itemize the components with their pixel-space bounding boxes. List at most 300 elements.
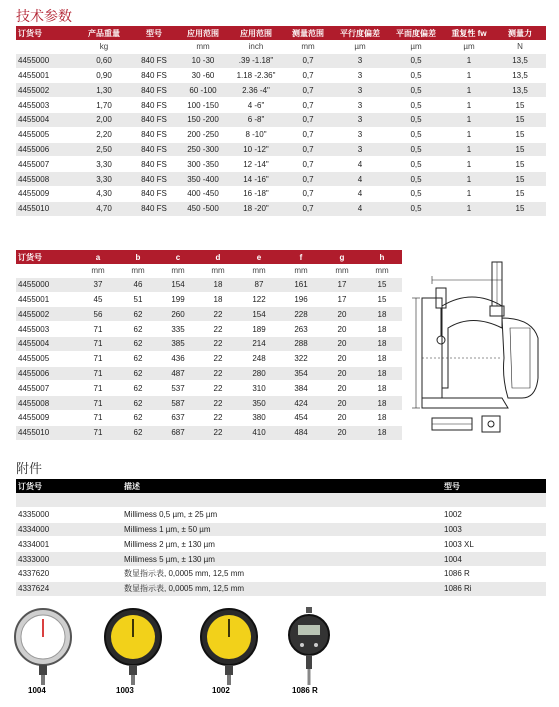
table-cell: 18 (198, 292, 238, 307)
table-row (16, 278, 402, 292)
table-cell: 3 (332, 112, 388, 127)
table-cell: 18 (362, 336, 402, 351)
table-cell: 1004 (442, 552, 546, 567)
dial-gauge-1002-image (194, 607, 264, 685)
table-cell: 288 (280, 336, 322, 351)
table-cell: 13,5 (494, 68, 546, 83)
table-cell: 4333000 (16, 552, 122, 567)
table-cell: 4455002 (16, 83, 78, 98)
table-cell: 18 (362, 322, 402, 337)
table-cell: 0,5 (388, 127, 444, 142)
unit-cell: mm (178, 40, 228, 54)
table-row (16, 381, 402, 396)
table-cell: 22 (198, 366, 238, 381)
table-cell: 0,5 (388, 157, 444, 172)
table-cell: 3,30 (78, 157, 130, 172)
table-cell: 537 (158, 381, 198, 396)
specs-header-row (16, 26, 546, 40)
table-cell: 18 (362, 307, 402, 322)
gauge-label: 1003 (116, 686, 134, 695)
table-row (16, 307, 402, 322)
table-cell: 15 (494, 201, 546, 216)
unit-cell: mm (280, 264, 322, 278)
table-cell: 384 (280, 381, 322, 396)
unit-cell: mm (198, 264, 238, 278)
table-cell: 3 (332, 68, 388, 83)
table-cell: 3 (332, 98, 388, 113)
table-cell: 22 (198, 351, 238, 366)
table-cell: 4455003 (16, 98, 78, 113)
table-cell: 15 (494, 112, 546, 127)
table-cell: 22 (198, 336, 238, 351)
table-cell: 228 (280, 307, 322, 322)
table-cell: 22 (198, 410, 238, 425)
table-row (16, 186, 546, 201)
table-cell: 0,7 (284, 112, 332, 127)
table-cell: 4455008 (16, 172, 78, 187)
table-cell: 18 (198, 278, 238, 292)
specs-units-row (16, 40, 546, 54)
table-cell: 20 (322, 425, 362, 440)
table-cell: 62 (118, 396, 158, 411)
table-row (16, 112, 546, 127)
table-cell: 4 (332, 172, 388, 187)
table-cell: 4,70 (78, 201, 130, 216)
unit-cell (16, 264, 78, 278)
table-row (16, 127, 546, 142)
table-cell: 454 (280, 410, 322, 425)
specs-table (16, 26, 546, 217)
table-cell: 1 (444, 201, 494, 216)
specs-header-cell: 应用范围 (228, 26, 284, 40)
table-cell: 12 -14" (228, 157, 284, 172)
table-cell: 20 (322, 366, 362, 381)
table-cell: 2.36 -4" (228, 83, 284, 98)
table-cell: 150 -200 (178, 112, 228, 127)
table-cell: 4455010 (16, 425, 78, 440)
table-cell: 62 (118, 307, 158, 322)
table-cell: 0,5 (388, 68, 444, 83)
table-cell: 0,7 (284, 127, 332, 142)
table-cell: 1.18 -2.36" (228, 68, 284, 83)
table-cell: 840 FS (130, 112, 178, 127)
table-cell: 4455000 (16, 278, 78, 292)
table-cell: 2,00 (78, 112, 130, 127)
unit-cell: mm (158, 264, 198, 278)
table-cell: 0,5 (388, 83, 444, 98)
table-cell: 450 -500 (178, 201, 228, 216)
table-cell: 15 (362, 292, 402, 307)
table-cell: 1 (444, 83, 494, 98)
table-cell: 4455004 (16, 336, 78, 351)
table-cell: 1 (444, 157, 494, 172)
table-cell: 22 (198, 396, 238, 411)
table-cell: 4 -6" (228, 98, 284, 113)
table-cell: 14 -16" (228, 172, 284, 187)
table-cell: 484 (280, 425, 322, 440)
table-cell: 687 (158, 425, 198, 440)
table-cell: 4455009 (16, 410, 78, 425)
table-cell: 280 (238, 366, 280, 381)
table-cell: 62 (118, 366, 158, 381)
table-cell: 840 FS (130, 54, 178, 68)
table-cell: 310 (238, 381, 280, 396)
table-cell: 4455005 (16, 127, 78, 142)
table-cell: 1 (444, 68, 494, 83)
table-cell: 1002 (442, 507, 546, 522)
table-cell: 4334000 (16, 522, 122, 537)
table-cell: 840 FS (130, 157, 178, 172)
table-cell: 322 (280, 351, 322, 366)
table-cell: 4335000 (16, 507, 122, 522)
table-row (16, 410, 402, 425)
table-cell: 1086 R (442, 566, 546, 581)
table-cell: 0,7 (284, 157, 332, 172)
table-cell: 250 -300 (178, 142, 228, 157)
table-row (16, 157, 546, 172)
table-cell: 4455006 (16, 366, 78, 381)
table-cell: 4455001 (16, 292, 78, 307)
table-row (16, 98, 546, 113)
table-cell: 260 (158, 307, 198, 322)
table-cell: 0,7 (284, 142, 332, 157)
table-cell: 4455007 (16, 381, 78, 396)
unit-cell: µm (388, 40, 444, 54)
table-cell: 189 (238, 322, 280, 337)
specs-header-cell: 型号 (130, 26, 178, 40)
table-cell: 385 (158, 336, 198, 351)
unit-cell: mm (284, 40, 332, 54)
table-cell: 10 -30 (178, 54, 228, 68)
table-cell: 22 (198, 307, 238, 322)
specs-header-cell: 测量力 (494, 26, 546, 40)
table-cell: 8 -10" (228, 127, 284, 142)
table-cell: 1086 Ri (442, 581, 546, 596)
table-cell: 71 (78, 425, 118, 440)
table-cell: 0,5 (388, 142, 444, 157)
unit-cell: mm (238, 264, 280, 278)
accessories-header-row (16, 479, 546, 493)
table-cell: 15 (494, 142, 546, 157)
table-row (16, 201, 546, 216)
table-cell: 1 (444, 112, 494, 127)
table-row (16, 351, 402, 366)
table-cell: 1003 XL (442, 537, 546, 552)
table-cell (122, 493, 442, 507)
table-cell: 1 (444, 127, 494, 142)
table-cell: 4 (332, 186, 388, 201)
table-cell: 87 (238, 278, 280, 292)
dims-header-cell: e (238, 250, 280, 264)
table-cell: 1 (444, 142, 494, 157)
table-cell: 16 -18" (228, 186, 284, 201)
accessories-header-cell: 描述 (122, 479, 442, 493)
table-cell: 数显指示表, 0,0005 mm, 12,5 mm (122, 581, 442, 596)
table-cell: 71 (78, 336, 118, 351)
table-cell (16, 493, 122, 507)
table-cell: 637 (158, 410, 198, 425)
table-cell (442, 493, 546, 507)
table-cell: 0,5 (388, 201, 444, 216)
unit-cell: N (494, 40, 546, 54)
table-cell: 62 (118, 351, 158, 366)
unit-cell (16, 40, 78, 54)
table-cell: 300 -350 (178, 157, 228, 172)
table-cell: 0,5 (388, 54, 444, 68)
table-cell: 840 FS (130, 186, 178, 201)
table-cell: 18 (362, 366, 402, 381)
table-cell: 154 (238, 307, 280, 322)
table-cell: 840 FS (130, 201, 178, 216)
table-row (16, 322, 402, 337)
section-title-accessories: 附件 (16, 461, 43, 476)
section-title-specs: 技术参数 (16, 8, 72, 24)
table-row (16, 566, 546, 581)
table-cell: 4334001 (16, 537, 122, 552)
unit-cell: mm (78, 264, 118, 278)
gauge-label: 1086 R (292, 686, 318, 695)
table-cell: 1003 (442, 522, 546, 537)
table-cell: 4455000 (16, 54, 78, 68)
table-cell: 4455003 (16, 322, 78, 337)
table-row (16, 68, 546, 83)
dims-header-cell: d (198, 250, 238, 264)
table-cell: 20 (322, 381, 362, 396)
table-row (16, 537, 546, 552)
table-cell: 15 (494, 98, 546, 113)
table-row (16, 493, 546, 507)
table-cell: 13,5 (494, 83, 546, 98)
table-cell: 350 -400 (178, 172, 228, 187)
table-row (16, 336, 402, 351)
table-cell: 380 (238, 410, 280, 425)
table-cell: 0,7 (284, 83, 332, 98)
table-cell: 71 (78, 322, 118, 337)
table-cell: 20 (322, 396, 362, 411)
snap-gauge-technical-drawing (412, 258, 550, 438)
table-cell: 487 (158, 366, 198, 381)
table-cell: Millimess 5 µm, ± 130 µm (122, 552, 442, 567)
table-cell: 4 (332, 157, 388, 172)
unit-cell: µm (332, 40, 388, 54)
table-cell: 4455010 (16, 201, 78, 216)
table-cell: .39 -1.18" (228, 54, 284, 68)
table-row (16, 292, 402, 307)
table-cell: 0,5 (388, 112, 444, 127)
unit-cell: inch (228, 40, 284, 54)
accessories-table (16, 479, 546, 597)
table-cell: 62 (118, 322, 158, 337)
dims-header-cell: g (322, 250, 362, 264)
specs-header-cell: 产品重量 (78, 26, 130, 40)
table-cell: 4455005 (16, 351, 78, 366)
table-row (16, 54, 546, 68)
table-cell: 2,20 (78, 127, 130, 142)
table-cell: 3 (332, 83, 388, 98)
table-cell: 20 (322, 307, 362, 322)
dims-units-row (16, 264, 402, 278)
table-cell: 0,60 (78, 54, 130, 68)
table-cell: 3 (332, 127, 388, 142)
table-cell: 37 (78, 278, 118, 292)
table-cell: 214 (238, 336, 280, 351)
table-cell: 15 (494, 157, 546, 172)
table-cell: 1 (444, 172, 494, 187)
table-row (16, 83, 546, 98)
table-cell: 4455004 (16, 112, 78, 127)
table-cell: 18 (362, 381, 402, 396)
table-cell: 4337620 (16, 566, 122, 581)
table-cell: 4455001 (16, 68, 78, 83)
table-cell: 0,5 (388, 98, 444, 113)
table-cell: 4455007 (16, 157, 78, 172)
table-cell: 18 (362, 351, 402, 366)
table-row (16, 396, 402, 411)
unit-cell: mm (362, 264, 402, 278)
table-cell: 3,30 (78, 172, 130, 187)
accessories-header-cell: 订货号 (16, 479, 122, 493)
specs-header-cell: 应用范围 (178, 26, 228, 40)
table-cell: 10 -12" (228, 142, 284, 157)
table-row (16, 507, 546, 522)
table-cell: 20 (322, 410, 362, 425)
table-cell: 2,50 (78, 142, 130, 157)
table-cell: 15 (494, 172, 546, 187)
dims-header-cell: 订货号 (16, 250, 78, 264)
gauge-label: 1002 (212, 686, 230, 695)
table-cell: 0,7 (284, 201, 332, 216)
table-cell: 1 (444, 186, 494, 201)
table-cell: 15 (494, 127, 546, 142)
table-cell: 0,5 (388, 172, 444, 187)
table-cell: 4455008 (16, 396, 78, 411)
table-cell: 20 (322, 336, 362, 351)
dims-header-cell: h (362, 250, 402, 264)
table-cell: 22 (198, 425, 238, 440)
table-cell: 20 (322, 322, 362, 337)
table-cell: 4337624 (16, 581, 122, 596)
table-cell: 436 (158, 351, 198, 366)
table-cell: 71 (78, 396, 118, 411)
table-cell: 1 (444, 54, 494, 68)
table-cell: 0,7 (284, 54, 332, 68)
table-cell: 15 (494, 186, 546, 201)
table-cell: 71 (78, 410, 118, 425)
table-cell: 13,5 (494, 54, 546, 68)
dims-header-cell: c (158, 250, 198, 264)
table-cell: 3 (332, 54, 388, 68)
table-cell: 3 (332, 142, 388, 157)
table-cell: 18 (362, 425, 402, 440)
table-cell: 数显指示表, 0,0005 mm, 12,5 mm (122, 566, 442, 581)
table-row (16, 142, 546, 157)
unit-cell: mm (322, 264, 362, 278)
table-cell: 1,70 (78, 98, 130, 113)
table-row (16, 522, 546, 537)
dims-header-cell: a (78, 250, 118, 264)
table-cell: 62 (118, 425, 158, 440)
table-cell: 840 FS (130, 142, 178, 157)
table-row (16, 581, 546, 596)
table-cell: 154 (158, 278, 198, 292)
table-cell: 199 (158, 292, 198, 307)
table-cell: 56 (78, 307, 118, 322)
digital-indicator-1086r-image (286, 607, 332, 685)
table-cell: 4455002 (16, 307, 78, 322)
table-cell: 840 FS (130, 127, 178, 142)
table-cell: 46 (118, 278, 158, 292)
dims-header-cell: f (280, 250, 322, 264)
table-cell: 0,7 (284, 172, 332, 187)
table-cell: 71 (78, 351, 118, 366)
unit-cell: kg (78, 40, 130, 54)
table-cell: 62 (118, 381, 158, 396)
dims-header-cell: b (118, 250, 158, 264)
table-cell: 335 (158, 322, 198, 337)
table-cell: 18 (362, 396, 402, 411)
table-cell: 840 FS (130, 68, 178, 83)
table-cell: 30 -60 (178, 68, 228, 83)
specs-header-cell: 订货号 (16, 26, 78, 40)
table-cell: 0,90 (78, 68, 130, 83)
table-cell: 51 (118, 292, 158, 307)
table-cell: 6 -8" (228, 112, 284, 127)
table-cell: Millimess 1 µm, ± 50 µm (122, 522, 442, 537)
table-cell: 400 -450 (178, 186, 228, 201)
table-cell: 354 (280, 366, 322, 381)
table-cell: 62 (118, 410, 158, 425)
table-cell: 196 (280, 292, 322, 307)
table-cell: 122 (238, 292, 280, 307)
table-cell: 840 FS (130, 172, 178, 187)
table-cell: 22 (198, 322, 238, 337)
table-row (16, 552, 546, 567)
table-cell: 45 (78, 292, 118, 307)
table-cell: 71 (78, 381, 118, 396)
table-row (16, 172, 546, 187)
table-cell: 587 (158, 396, 198, 411)
table-cell: 17 (322, 278, 362, 292)
dial-gauge-1003-image (98, 607, 168, 685)
table-cell: 4455006 (16, 142, 78, 157)
unit-cell (130, 40, 178, 54)
table-cell: 263 (280, 322, 322, 337)
table-cell: 0,7 (284, 98, 332, 113)
table-cell: 0,5 (388, 186, 444, 201)
table-cell: 22 (198, 381, 238, 396)
table-cell: 20 (322, 351, 362, 366)
gauge-label: 1004 (28, 686, 46, 695)
table-cell: 17 (322, 292, 362, 307)
table-cell: Millimess 0,5 µm, ± 25 µm (122, 507, 442, 522)
specs-header-cell: 平行度偏差 (332, 26, 388, 40)
table-row (16, 366, 402, 381)
table-cell: 1,30 (78, 83, 130, 98)
table-cell: 0,7 (284, 186, 332, 201)
table-cell: 60 -100 (178, 83, 228, 98)
table-cell: 18 (362, 410, 402, 425)
table-cell: 0,7 (284, 68, 332, 83)
table-cell: 200 -250 (178, 127, 228, 142)
specs-header-cell: 平面度偏差 (388, 26, 444, 40)
table-cell: Millimess 2 µm, ± 130 µm (122, 537, 442, 552)
unit-cell: µm (444, 40, 494, 54)
table-cell: 840 FS (130, 83, 178, 98)
table-cell: 424 (280, 396, 322, 411)
table-cell: 15 (362, 278, 402, 292)
table-cell: 1 (444, 98, 494, 113)
table-cell: 18 -20" (228, 201, 284, 216)
